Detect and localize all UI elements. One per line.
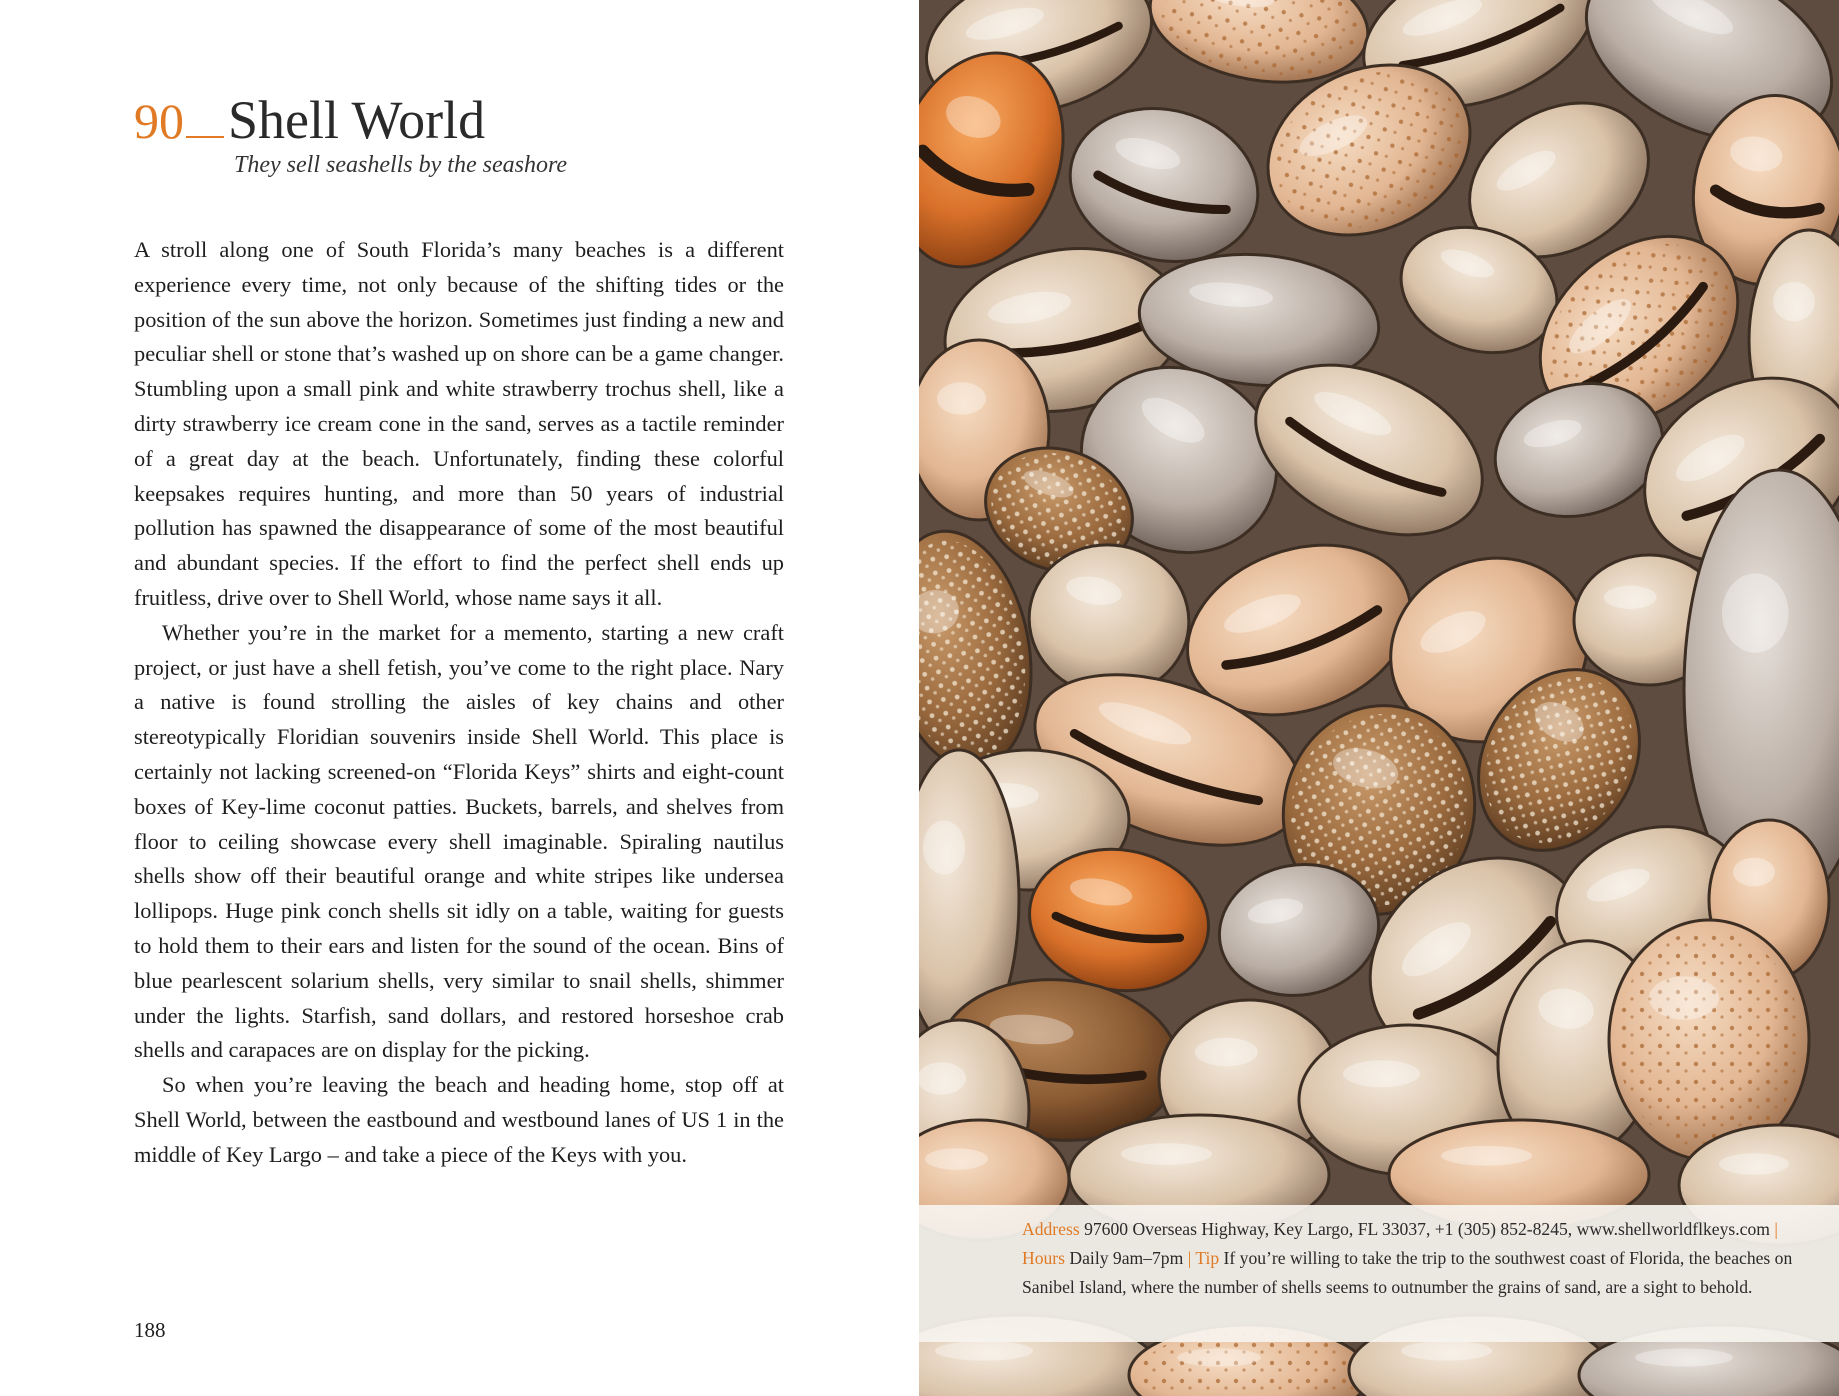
left-page (0, 0, 919, 1396)
title-underscore (186, 136, 224, 138)
tip-value: If you’re willing to take the trip to the southwest coast of Florida, the beaches on Sanibel Island, where the number of shells seems to outnumber the grains of sand, are a sight to behold. (1022, 1248, 1793, 1297)
tip-label: Tip (1195, 1248, 1220, 1268)
info-separator: | (1187, 1248, 1192, 1268)
seashells-photo (919, 0, 1839, 1396)
page-number: 188 (134, 1318, 166, 1342)
info-box (919, 1205, 1839, 1342)
body-paragraph-3: So when you’re leaving the beach and heading home, stop off at Shell World, between the eastbound and westbound lanes of US 1 in the middle of Key Largo – and take a piece of the Keys with you. (134, 1072, 784, 1167)
hours-label: Hours (1022, 1248, 1066, 1268)
right-page (919, 0, 1839, 1396)
chapter-number: 90 (134, 93, 184, 149)
hours-value: Daily 9am–7pm (1069, 1248, 1184, 1268)
chapter-subtitle: They sell seashells by the seashore (234, 152, 568, 178)
chapter-heading (134, 90, 485, 151)
info-separator: | (1774, 1219, 1778, 1239)
body-text (134, 233, 784, 1173)
address-value: 97600 Overseas Highway, Key Largo, FL 33037, +1 (305) 852-8245, www.shellworldflkeys.com (1084, 1219, 1770, 1239)
info-text (1022, 1215, 1802, 1302)
chapter-title: Shell World (228, 90, 486, 150)
body-paragraph-2: Whether you’re in the market for a memento, starting a new craft project, or just have a shell fetish, you’ve come to the right place. Nary a native is found strolling the aisles of key chains and other stereotypically Floridian souvenirs inside Shell World. This place is certainly not lacking screened-on “Florida Keys” shirts and eight-count boxes of Key-lime coconut patties. Buckets, barrels, and shelves from floor to ceiling showcase every shell imaginable. Spiraling nautilus shells show off their beautiful orange and white stripes like undersea lollipops. Huge pink conch shells sit idly on a table, waiting for guests to hold them to their ears and listen for the sound of the ocean. Bins of blue pearlescent solarium shells, very similar to snail shells, shimmer under the lights. Starfish, sand dollars, and restored horseshoe crab shells and carapaces are on display for the picking. (134, 619, 784, 1063)
body-paragraph-1: A stroll along one of South Florida’s many beaches is a different experience every time, not only because of the shifting tides or the position of the sun above the horizon. Sometimes just finding a new and peculiar shell or stone that’s washed up on shore can be a game changer. Stumbling upon a small pink and white strawberry trochus shell, like a dirty strawberry ice cream cone in the sand, serves as a tactile reminder of a great day at the beach. Unfortunately, finding these colorful keepsakes requires hunting, and more than 50 years of industrial pollution has spawned the disappearance of some of the most beautiful and abundant species. If the effort to find the perfect shell ends up fruitless, drive over to Shell World, whose name says it all. (134, 237, 784, 610)
address-label: Address (1022, 1219, 1080, 1239)
